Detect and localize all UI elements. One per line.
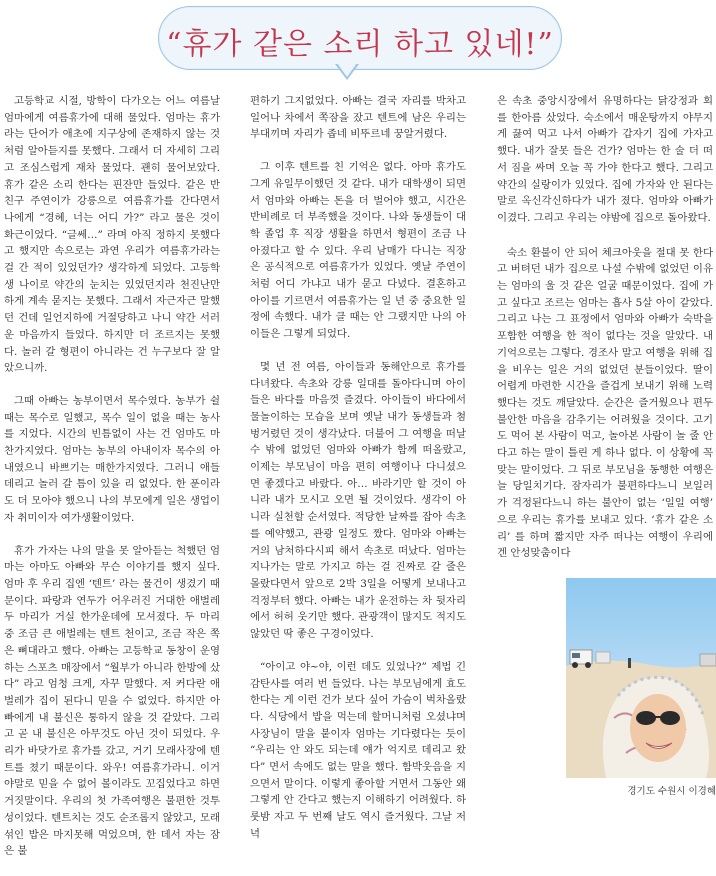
paragraph: 편하기 그지없었다. 아빠는 결국 자리를 박차고 일어나 차에서 쪽잠을 잤고 텐트에 남은 우리는 부대끼며 자리가 좁네 비뚜르네 꿍알거렸다. xyxy=(250,95,466,141)
article-column-2 xyxy=(250,93,466,859)
paragraph: 몇 년 전 여름, 아이들과 동해안으로 휴가를 다녀왔다. 속초와 강릉 일대를 돌아다니며 아이들은 바다를 마음껏 즐겼다. 아이들이 바다에서 물놀이하는 모습을 보며 옛날 내가 동생들과 첨벙거렸던 것이 생각났다. 더불어 그 여행을 떠날 수 밖에 없었던 엄마와 아빠가 함께 떠올랐고, 이제는 부모님이 마음 편히 여행이나 다니셨으면 좋겠다고 바랐다. 아… 바라기만 할 것이 아니라 내가 모시고 오면 될 것이었다. 생각이 아니라 실천할 순서였다. 적당한 날짜를 잡아 속초를 예약했고, 관광 일정도 짰다. 엄마와 아빠는 거의 남처하다시피 해서 속초로 떠났다. 엄마는 지나가는 말로 가지고 하는 걸 진짜로 갈 줄은 몰랐다면서 앞으로 2박 3일을 어떻게 보내나고 걱정부터 했다. 아빠는 내가 운전하는 차 뒷자리에서 허허 웃기만 했다. 관광객이 많지도 적지도 않았던 딱 좋은 구경이었다. xyxy=(250,360,466,641)
article-column-3 xyxy=(497,93,713,578)
paragraph: 그 이후 텐트를 친 기억은 없다. 아마 휴가도 그게 유일무이했던 것 같다. 내가 대학생이 되면서 엄마와 아빠는 돈을 더 벌어야 했고, 시간은 반비례로 더 부족했을 것이다. 나와 동생들이 대학 졸업 후 직장 생활을 하면서 형편이 조금 나아졌다고 할 수 있다. 우리 남매가 다니는 직장은 공식적으로 여름휴가가 있었다. 옛날 주연이처럼 어디 가냐고 내가 묻고 다녔다. 결혼하고 아이를 기르면서 여름휴가는 일 년 중 중요한 일정에 속했다. 내가 클 때는 안 그랬지만 나의 아이들은 그렇게 되었다. xyxy=(250,161,466,341)
title-bubble xyxy=(158,6,562,70)
paragraph: 숙소 환불이 안 되어 체크아웃을 절대 못 한다고 버텨던 내가 집으로 나설 수밖에 없었던 이유는 엄마의 울 것 같은 얼굴 때문이었다. 집에 가고 싶다고 조르는 엄마는 흡사 5살 아이 같았다. 그리고 나는 그 표정에서 엄마와 아빠가 숙박을 포함한 여행을 한 적이 없다는 것을 알았다. 내 기억으로는 그렇다. 경조사 말고 여행을 위해 집을 비우는 일은 거의 없었던 분들이었다. 딸이 어렵게 마련한 시간을 즐겁게 보내기 위해 노력했다는 것도 깨달았다. 순간은 즐거웠으나 편두 불안한 마음을 감추기는 어려웠을 것이다. 고기도 먹어 본 사람이 먹고, 놀아본 사람이 놀 줄 안다고 하는 말이 틀린 게 하나 없다. 이 상황에 꼭 맞는 말이었다. 그 뒤로 부모님을 동행한 여행은 늘 당일치기다. 잠자리가 불편하다느니 보일러가 걱정된다느니 하는 불안이 없는 ‘일일 여행’ 으로 우리는 휴가를 보내고 있다. ‘휴가 같은 소리’ 를 하며 짧지만 자주 떠나는 여행이 우리에겐 안성맞춤이다 xyxy=(497,246,713,560)
paragraph: 은 속초 중앙시장에서 유명하다는 닭강정과 회를 한아름 샀었다. 숙소에서 매운탕까지 야무지게 끓여 먹고 나서 아빠가 갑자기 집에 가자고 했다. 내가 잘못 들은 건가? 엄마는 한 술 더 떠서 짐을 싸며 오늘 꼭 가야 한다고 했다. 그리고 약간의 실랑이가 있었다. 집에 가자와 안 된다는 말로 옥신각신하다가 내가 졌다. 엄마와 아빠가 이겼다. 그리고 우리는 야밤에 집으로 돌아왔다. xyxy=(497,95,713,224)
paragraph: 고등학교 시절, 방학이 다가오는 어느 여름날 엄마에게 여름휴가에 대해 물었다. 엄마는 휴가라는 단어가 애초에 지구상에 존재하지 않는 것처럼 알아듣지를 못했다. 그래서 더 자세히 그리고 조심스럽게 재차 물었다. 괜히 물어보았다. 휴가 같은 소리 한다는 핀잔만 들었다. 같은 반 친구 주연이가 강릉으로 여름휴가를 간다면서 나에게 “경혜, 너는 어디 가?” 라고 물은 것이 화근이었다. “글쎄…” 라며 아직 정하지 못했다고 했지만 속으로는 과연 우리가 여름휴가라는 걸 간 적이 있었던가? 생각하게 되었다. 고등학생 나이로 약간의 눈치는 있었던지라 천진난만하게 계속 묻지는 못했다. 그래서 자근자근 말했던 건데 일언지하에 거절당하고 나니 약간 서러운 마음까지 들었다. 하지만 더 조르지는 못했다. 놀러 갈 형편이 아니라는 건 누구보다 잘 알았으니까. xyxy=(4,95,220,375)
page-title: “휴가 같은 소리 하고 있네!” xyxy=(166,27,554,62)
bubble-tail xyxy=(335,64,359,80)
article-column-1 xyxy=(4,93,220,876)
author-photo xyxy=(566,578,716,778)
paragraph: “아이고 야~야, 이런 데도 있었나?” 제법 긴 감탄사를 여러 번 들었다. 나는 부모님에게 효도한다는 게 이런 건가 보다 싶어 가슴이 벅차올랐다. 식당에서 밥을 먹는데 할머니처럼 오셨냐며 사장님이 말을 붙이자 엄마는 기다렸다는 듯이 “우리는 안 와도 되는데 얘가 억지로 데리고 왔다” 면서 속에도 없는 말을 했다. 함박웃음을 지으면서 말이다. 이렇게 좋아할 거면서 그동안 왜 그렇게 안 간다고 했는지 이해하기 어려웠다. 하룻밤 자고 두 번째 날도 역시 즐거웠다. 그날 저녁 xyxy=(250,660,466,840)
paragraph: 휴가 가자는 나의 말을 못 알아듣는 척했던 엄마는 아마도 아빠와 무슨 이야기를 했지 싶다. 엄마 후 우리 집엔 ‘텐트’ 라는 물건이 생겼기 때문이다. 파랑과 연두가 어우러진 거대한 애벌레 두 마리가 거실 한가운데에 모셔졌다. 두 마리 중 조금 큰 애벌레는 텐트 천이고, 조금 작은 쪽은 뼈대라고 했다. 아빠는 고등학교 동창이 운영하는 스포츠 매장에서 “월부가 아니라 한방에 샀다” 라고 엄청 크게, 자꾸 말했다. 저 커다란 애벌레가 집이 된다니 믿을 수 없었다. 하지만 아빠에게 내 불신은 통하지 않을 것 같았다. 그리고 곧 내 불신은 아무것도 아닌 것이 되었다. 우리가 바닷가로 휴가를 갔고, 거기 모래사장에 텐트를 쳤기 때문이다. 와우! 여름휴가라니. 이거야말로 믿을 수 없어 볼이라도 꼬집었다고 하면 거짓말이다. 우리의 첫 가족여행은 불편한 것투성이었다. 텐트치는 것도 순조롭지 않았고, 모래 섞인 밥은 마지못해 먹었으며, 한 데서 자는 잠은 불 xyxy=(4,544,220,858)
photo-caption: 경기도 수원시 이경혜 xyxy=(627,786,716,797)
paragraph: 그때 아빠는 농부이면서 목수였다. 농부가 쉴 때는 목수로 일했고, 목수 일이 없을 때는 농사를 지었다. 시간의 빈틈없이 사는 건 엄마도 마찬가지였다. 엄마는 농부의 아내이자 목수의 아내였으니 바쁘기는 매한가지였다. 그러니 애들 데리고 놀러 갈 틈이 있을 리 없었다. 한 푼이라도 더 모아야 했으니 나의 부모에게 일은 생업이자 취미이자 여가생활이었다. xyxy=(4,394,220,524)
